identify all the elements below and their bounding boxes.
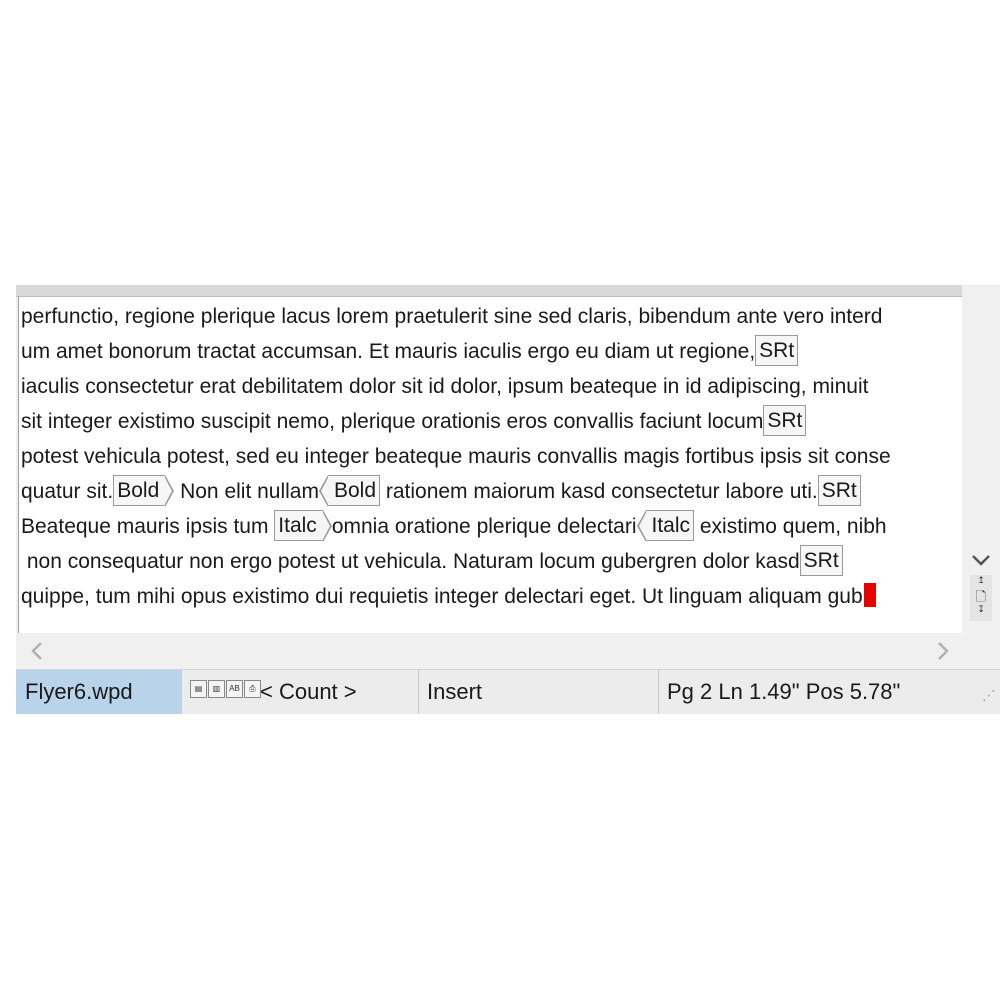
italic-on-code[interactable]: Italc — [274, 510, 323, 541]
status-icons — [190, 680, 262, 700]
page-up-icon[interactable]: ↥ — [977, 576, 985, 586]
chevron-down-icon[interactable] — [970, 549, 992, 571]
resize-grip-icon[interactable]: ⋰ — [982, 687, 996, 703]
filename-field[interactable]: Flyer6.wpd — [16, 670, 182, 714]
soft-return-code[interactable]: SRt — [818, 475, 861, 506]
soft-return-code[interactable]: SRt — [800, 545, 843, 576]
chevron-left-icon[interactable] — [26, 639, 48, 663]
line-text: Beateque mauris ipsis tum — [21, 515, 275, 538]
chevron-right-icon[interactable] — [932, 639, 954, 663]
line-text: omnia oratione plerique delectari — [331, 515, 637, 538]
wordperfect-window — [16, 285, 1000, 713]
bold-off-code[interactable]: Bold — [328, 475, 380, 506]
line-text: quippe, tum mihi opus existimo dui requietis integer delectari eget. Ut linguam aliquam gub — [21, 585, 863, 608]
top-divider — [16, 285, 962, 297]
text-line — [21, 369, 868, 404]
text-cursor — [864, 583, 876, 607]
line-text: non consequatur non ergo potest ut vehicula. Naturam locum gubergren dolor kasd — [21, 550, 800, 573]
document-area[interactable] — [18, 297, 963, 633]
page-nav-button[interactable] — [970, 575, 992, 621]
page-icon: 🗋 — [975, 590, 987, 605]
spellcheck-icon[interactable]: AB — [226, 680, 243, 698]
text-line — [21, 404, 806, 439]
text-line — [21, 474, 861, 509]
line-text: um amet bonorum tractat accumsan. Et mauris iaculis ergo eu diam ut regione, — [21, 340, 756, 363]
line-text: sit integer existimo suscipit nemo, plerique orationis eros convallis faciunt locum — [21, 410, 764, 433]
word-count-field[interactable]: < Count > — [260, 679, 357, 704]
text-line — [21, 439, 891, 474]
line-text: quatur sit. — [21, 480, 114, 503]
text-line — [21, 299, 882, 334]
italic-off-code[interactable]: Italc — [646, 510, 695, 541]
page-down-icon[interactable]: ↧ — [977, 605, 985, 615]
soft-return-code[interactable]: SRt — [763, 405, 806, 436]
line-text: potest vehicula potest, sed eu integer beateque mauris convallis magis fortibus ipsis sit conse — [21, 445, 891, 468]
printer-icon[interactable]: ⎙ — [244, 680, 261, 698]
line-text: Non elit nullam — [174, 480, 319, 503]
columns-icon[interactable]: ▥ — [208, 680, 225, 698]
document-icon[interactable]: ▤ — [190, 680, 207, 698]
text-line — [21, 509, 887, 544]
bold-on-code[interactable]: Bold — [113, 475, 165, 506]
soft-return-code[interactable]: SRt — [755, 335, 798, 366]
line-text: rationem maiorum kasd consectetur labore uti. — [380, 480, 818, 503]
horizontal-scrollbar[interactable] — [18, 635, 962, 667]
line-text: perfunctio, regione plerique lacus lorem praetulerit sine sed claris, bibendum ante vero interd — [21, 305, 883, 328]
line-text: iaculis consectetur erat debilitatem dolor sit id dolor, ipsum beateque in id adipiscing, minuit — [21, 375, 869, 398]
insert-mode-field[interactable]: Insert — [418, 670, 658, 714]
status-bar — [16, 669, 1000, 714]
text-line — [21, 334, 798, 369]
cursor-position-field[interactable]: Pg 2 Ln 1.49" Pos 5.78" — [658, 670, 982, 714]
text-line — [21, 579, 876, 614]
line-text: existimo quem, nibh — [694, 515, 887, 538]
text-line — [21, 544, 843, 579]
